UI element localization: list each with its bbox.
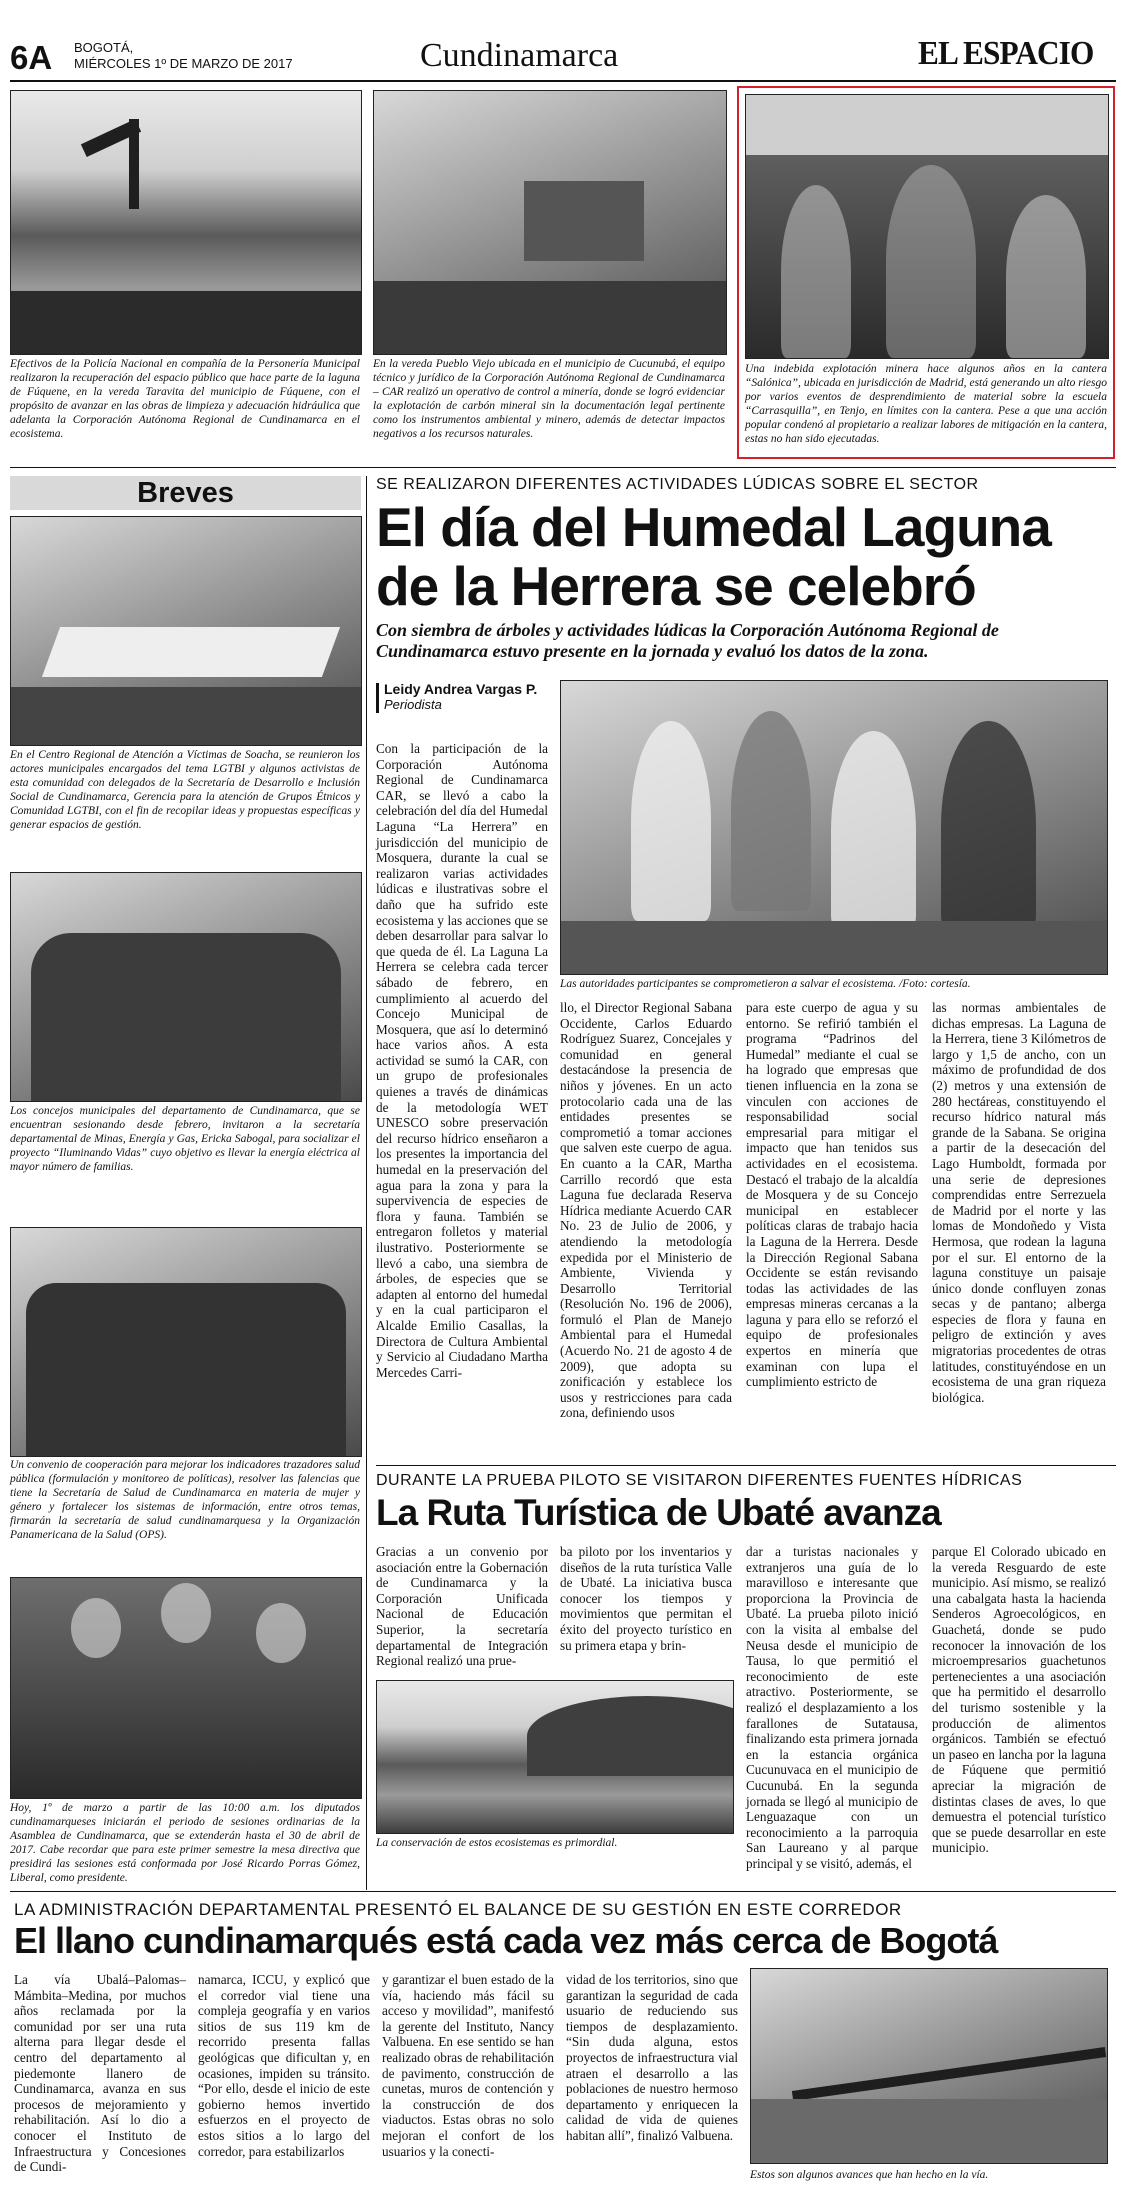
article2-col2: ba piloto por los inventarios y diseños de la ruta turística Valle de Ubaté. La iniciativa busca conocer los tiempos y movimientos que permitan el éxito del proyecto turístico en su primera etapa y brin-	[560, 1544, 732, 1653]
deputy-2	[161, 1583, 211, 1643]
breve-soacha: En el Centro Regional de Atención a Víctimas de Soacha, se reunieron los actores municipales encargados del tema LGTBI y algunos activistas de esta comunidad con delegados de la Secretaría de Desarrollo e Inclusión Social de Cundinamarca, Gerencia para la atención de Grupos Étnicos y Comunidad LGTBI, con el fin de recopilar ideas y propuestas específicas y generar espacios de gestión.	[10, 749, 360, 831]
deputy-3	[256, 1603, 306, 1663]
group-people	[31, 933, 341, 1101]
group-people-2	[26, 1283, 346, 1456]
grass-bank	[11, 291, 361, 354]
section-title: Cundinamarca	[420, 37, 619, 74]
article3-kicker: LA ADMINISTRACIÓN DEPARTAMENTAL PRESENTÓ EL BALANCE DE SU GESTIÓN EN ESTE CORREDOR	[14, 1900, 902, 1919]
photo-asamblea	[10, 1577, 362, 1799]
person-2	[886, 165, 976, 358]
breve-asamblea: Hoy, 1º de marzo a partir de las 10:00 a.m. los diputados cundinamarqueses iniciarán el periodo de sesiones ordinarias de la Asamblea de Cundinamarca, que se extenderán hasta el 30 de abril de 2017. Cabe recordar que para este primer semestre la mesa directiva que presidirá las sesiones está conformada por José Ricardo Porras Gómez, Liberal, como presidente.	[10, 1802, 360, 1884]
rocky-ground	[374, 281, 726, 354]
article1-col1: Con la participación de la Corporación Autónoma Regional de Cundinamarca CAR, se llevó a cabo la celebración del día del Humedal Laguna “La Herrera” en jurisdicción del municipio de Mosquera, durante la cual se realizaron varias actividades lúdicas e ilustrativas sobre el daño que ha sufrido este ecosistema y las acciones que se deben desarrollar para salvar lo que queda de él. La Laguna La Herrera se celebra cada tercer sábado de febrero, en cumplimiento al acuerdo del Concejo Municipal de Mosquera, que así lo determinó hace varios años. A esta actividad se sumó la CAR, con un grupo de profesionales quienes a través de dinámicas de la metodología WET UNESCO sobre preservación del recurso hídrico enseñaron a los presentes la importancia del humedal en la preservación del agua para la zona y para la supervivencia de especies de flora y fauna. También se entregaron folletos y material ilustrativo. Posteriormente se llevó a cabo, una siembra de árboles, de especies que se adapten al entorno del humedal y en la cual participaron el Alcalde Emilio Casallas, la Directora de Cultura Ambiental y Servicio al Ciudadano Martha Mercedes Carri-	[376, 741, 548, 1380]
official-4	[941, 721, 1036, 931]
article3-col2: namarca, ICCU, y explicó que el corredor vial tiene una compleja geografía y en varios sitios de sus 119 km de recorrido presenta fallas geológicas que dificultan y, en ocasiones, impiden su tránsito. “Por ello, desde el inicio de este gobierno hemos invertido esfuerzos en el proyecto de estos sitios a lo largo del corredor, para estabilizarlos	[198, 1972, 370, 2159]
hill	[527, 1696, 734, 1776]
article2-bottom-rule	[10, 1891, 1116, 1892]
page-number: 6A	[10, 39, 53, 76]
article2-kicker: DURANTE LA PRUEBA PILOTO SE VISITARON DIFERENTES FUENTES HÍDRICAS	[376, 1472, 1023, 1489]
photo-humedal-authorities	[560, 680, 1108, 975]
road-surface	[751, 2099, 1107, 2163]
person-3	[1006, 195, 1086, 358]
photo-ubate-lake	[376, 1680, 734, 1834]
article1-bottom-rule	[376, 1465, 1116, 1466]
masthead-rule	[10, 80, 1116, 82]
floor	[11, 687, 361, 745]
article1-deck: Con siembra de árboles y actividades lúdicas la Corporación Autónoma Regional de Cundinamarca estuvo presente en la jornada y evaluó los datos de la zona.	[376, 620, 999, 661]
author-bar	[376, 683, 379, 713]
article1-col4: las normas ambientales de dichas empresas. La Laguna de la Herrera, tiene 3 Kilómetros de largo y 1,5 de ancho, con un máximo de profundidad de dos (2) metros y una extensión de 280 hectáreas, constituyendo el recurso hídrico natural más grande de la Sabana. Se origina a partir de la desecación del Lago Humboldt, formada por una serie de depresiones comprendidas entre Serrezuela de Madrid por el norte y las lomas de Mondoñedo y Vista Hermosa, que rodean la laguna por el sur. El entorno de la laguna constituye un paisaje único donde confluyen zonas secas y de pantano; alberga especies de flora y fauna en peligro de extinción y aves migratorias procedentes de otras latitudes, constituyéndose en un ecosistema de una gran riqueza biológica.	[932, 1000, 1106, 1405]
article2-col3: dar a turistas nacionales y extranjeros una guía de lo maravilloso e interesante que proporciona la Provincia de Ubaté. La prueba piloto inició con la visita al embalse del Neusa desde el municipio de Tausa, lo que permitió el reconocimiento de este atractivo. Posteriormente, se realizó el desplazamiento a los farallones de Sutatausa, finalizando esta primera jornada en la estancia orgánica Cucunuvaca en el municipio de Cucunubá. En la segunda jornada se llegó al municipio de Lenguazaque con un reconocimiento a la parroquia San Laureano y al parque principal y se visitó, además, el	[746, 1544, 918, 1871]
official-1	[631, 721, 711, 921]
article2-col4: parque El Colorado ubicado en la vereda Resguardo de este municipio. Así mismo, se realizó una cabalgata hasta la hacienda Senderos Agroecológicos, en Guachetá, donde se pudo reconocer la innovación de los microempresarios guachetunos pertenecientes a una asociación que ha permitido el desarrollo del turismo sostenible y la producción de alimentos orgánicos. También se efectuó un paseo en lancha por la laguna de Fúquene que permitió apreciar la migración de distintas clases de aves, lo que demuestra el potencial turístico que se puede desarrollar en este municipio.	[932, 1544, 1106, 1856]
article1-headline-line1: El día del Humedal Laguna	[376, 496, 1051, 558]
article3-col1: La vía Ubalá–Palomas–Mámbita–Medina, por muchos años reclamada por la comunidad por ser una ruta alterna para llegar desde el centro del departamento al piedemonte llanero de Cundinamarca, avanza en sus procesos de mejoramiento y rehabilitación. Así lo dio a conocer el Instituto de Infraestructura y Concesiones de Cundi-	[14, 1972, 186, 2175]
article1-author: Leidy Andrea Vargas P.	[384, 681, 538, 697]
article2-col1: Gracias a un convenio por asociación entre la Gobernación de Cundinamarca y la Corporación Unificada Nacional de Educación Superior, la secretaría departamental de Integración Regional realizó una prue-	[376, 1544, 548, 1669]
meeting-table	[42, 627, 340, 677]
railing	[792, 2047, 1106, 2101]
article1-photo-caption: Las autoridades participantes se comprometieron a salvar el ecosistema. /Foto: cortesía.	[560, 978, 971, 990]
article3-col3: y garantizar el buen estado de la vía, haciendo más fácil su acceso y movilidad”, manifestó la gerente del Instituto, Nancy Valbuena. En ese sentido se han realizado obras de rehabilitación de pavimento, construcción de cunetas, muros de contención y la construcción de dos viaductos. Estas obras no solo mejoran el confort de los usuarios y la conecti-	[382, 1972, 554, 2159]
article1-kicker: SE REALIZARON DIFERENTES ACTIVIDADES LÚDICAS SOBRE EL SECTOR	[376, 476, 979, 493]
official-2	[731, 711, 811, 911]
photo-salonica-quarry	[745, 94, 1109, 359]
breves-column-rule	[366, 476, 367, 1890]
deputy-1	[71, 1598, 121, 1658]
masthead-date: MIÉRCOLES 1º DE MARZO DE 2017	[74, 56, 293, 71]
photo-cucunuba-mining	[373, 90, 727, 355]
article2-photo-caption: La conservación de estos ecosistemas es primordial.	[376, 1837, 618, 1849]
breve-concejos: Los concejos municipales del departamento de Cundinamarca, que se encuentran sesionando desde febrero, invitaron a la secretaría departamental de Minas, Energía y Gas, Ericka Sabogal, para socializar el proyecto “Iluminando Vidas” cuyo objetivo es llevar la energía eléctrica al mayor número de familias.	[10, 1105, 360, 1173]
caption-fuquene: Efectivos de la Policía Nacional en compañía de la Personería Municipal realizaron la recuperación del espacio público que hace parte de la laguna de Fúquene, en la vereda Taravita del municipio de Fúquene, con el propósito de avanzar en las obras de limpieza y adecuación hidráulica que adelanta la Corporación Autónoma Regional de Cundinamarca en el ecosistema.	[10, 358, 360, 440]
caption-cucunuba: En la vereda Pueblo Viejo ubicada en el municipio de Cucunubá, el equipo técnico y jurídico de la Corporación Autónoma Regional de Cundinamarca – CAR realizó un operativo de control a minería, donde se logró evidenciar la explotación de carbón mineral sin la documentación legal pertinente como los instrumentos ambiental y minero, además de detectar impactos negativos a los recursos naturales.	[373, 358, 725, 440]
photo-ops-convenio	[10, 1227, 362, 1457]
top-row-rule	[10, 467, 1116, 468]
caption-salonica: Una indebida explotación minera hace algunos años en la cantera “Salónica”, ubicada en jurisdicción de Madrid, está generando un alto riesgo por varios eventos de desprendimiento de material sobre la escuela “Carrasquilla”, en Tenjo, en límites con la cantera. Pese a que una acción popular condenó al propietario a realizar labores de mitigación en la cantera, estas no han sido ejecutadas.	[745, 363, 1107, 445]
article1-headline-line2: de la Herrera se celebró	[376, 555, 976, 617]
article3-photo-caption: Estos son algunos avances que han hecho en la vía.	[750, 2169, 989, 2181]
article1-col2: llo, el Director Regional Sabana Occidente, Carlos Eduardo Rodríguez Suarez, Concejales y comunidad en general destacándose la presencia de niños y jóvenes. En un acto protocolario cada una de las entidades presentes se comprometió a tomar acciones que salven este cuerpo de agua. En cuanto a la CAR, Martha Carrillo recordó que esta Laguna fue declarada Reserva Hídrica mediante Acuerdo CAR No. 23 de Julio de 2006, y atendiendo la metodología expedida por el Ministerio de Ambiente, Vivienda y Desarrollo Territorial (Resolución No. 196 de 2006), formuló el Plan de Manejo Ambiental para el Humedal (Acuerdo No. 21 de agosto 4 de 2009), que adopta su zonificación y establece los usos y restricciones para cada zona, definiendo usos	[560, 1000, 732, 1421]
sky	[746, 95, 1108, 155]
excavator-arm	[129, 119, 139, 209]
article1-col3: para este cuerpo de agua y su entorno. Se refirió también el programa “Padrinos del Humedal” mediante el cual se ha logrado que empresas que tienen influencia en la zona se vinculen con acciones de responsabilidad social empresarial para mitigar el impacto que han tenidos sus actividades en el ecosistema. Destacó el trabajo de la alcaldía de Mosquera y de su Concejo municipal en establecer políticas claras de trabajo hacia la Laguna de la Herrera. Desde la Dirección Regional Sabana Occidente se están revisando todas las actividades de las empresas mineras cercanas a la laguna y para ello se reforzó el equipo de profesionales expertos en minería que examinan con lupa el cumplimiento estricto de	[746, 1000, 918, 1390]
article3-col4: vidad de los territorios, sino que garantizan la seguridad de cada usuario de reduciendo sus tiempos de desplazamiento. “Sin duda alguna, estos proyectos de infraestructura vial atraen el desarrollo a las poblaciones de nuestro hermoso departamento y enriquecen la calidad de vida de quienes habitan allí”, finalizó Valbuena.	[566, 1972, 738, 2143]
article2-headline: La Ruta Turística de Ubaté avanza	[376, 1492, 941, 1533]
photo-fuquene-lagoon	[10, 90, 362, 355]
article3-headline: El llano cundinamarqués está cada vez más cerca de Bogotá	[14, 1920, 998, 1961]
brand-logo: EL ESPACIO	[918, 35, 1094, 72]
masthead-city: BOGOTÁ,	[74, 40, 134, 55]
official-3	[831, 731, 916, 931]
breves-title: Breves	[137, 477, 234, 509]
ground	[561, 921, 1107, 974]
breve-ops: Un convenio de cooperación para mejorar los indicadores trazadores salud pública (formulación y monitoreo de políticas), resolver las falencias que tiene la Secretaría de Salud de Cundinamarca en materia de mujer y género y fortalecer los sistemas de información, entre otros temas, firmarán la secretaría de salud cundinamarquesa y la Organización Panamericana de la Salud (OPS).	[10, 1459, 360, 1541]
photo-soacha-meeting	[10, 516, 362, 746]
article1-author-role: Periodista	[384, 697, 442, 712]
photo-concejos-group	[10, 872, 362, 1102]
mining-machinery	[524, 181, 644, 261]
person-1	[781, 185, 851, 358]
photo-road-works	[750, 1968, 1108, 2164]
